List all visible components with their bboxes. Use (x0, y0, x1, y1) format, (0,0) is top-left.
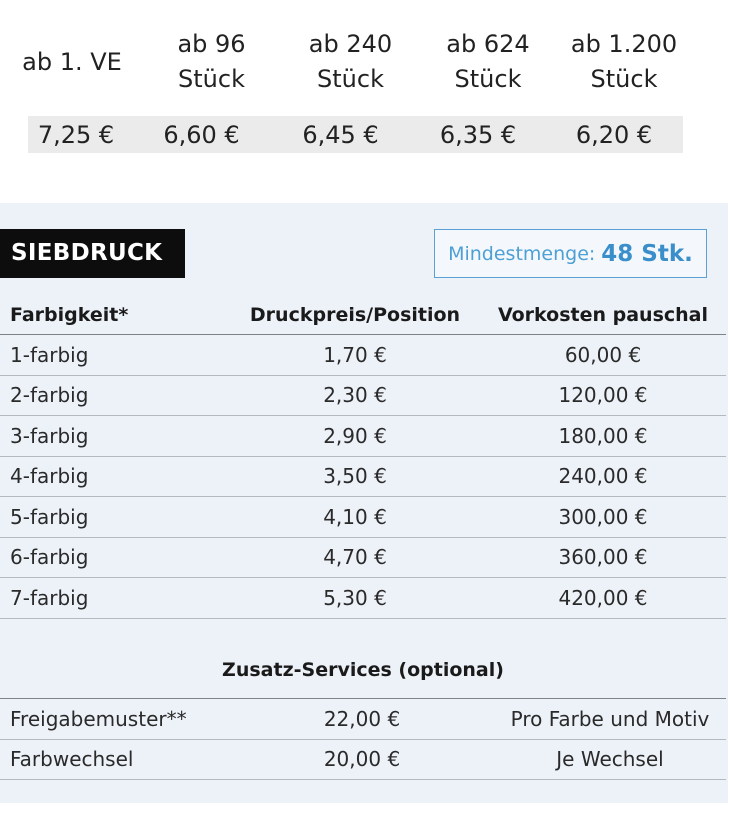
minimum-quantity-value: 48 Stk. (601, 240, 693, 267)
table-row (0, 699, 726, 740)
print-price-table (0, 295, 726, 619)
setup-cost: 420,00 € (558, 585, 648, 610)
quantity-header: ab 1.200 Stück (570, 30, 678, 93)
color-count: 6-farbig (10, 545, 89, 570)
print-price: 4,10 € (323, 504, 387, 529)
print-price: 2,90 € (323, 423, 387, 448)
setup-cost: 180,00 € (558, 423, 648, 448)
table-row (0, 578, 726, 619)
color-count: 5-farbig (10, 504, 89, 529)
addon-services-title: Zusatz-Services (optional) (222, 659, 504, 681)
table-row (0, 376, 726, 417)
print-price: 5,30 € (323, 585, 387, 610)
service-price: 22,00 € (323, 706, 401, 731)
print-price: 2,30 € (323, 383, 387, 408)
unit-price: 6,20 € (575, 120, 653, 149)
print-price: 3,50 € (323, 464, 387, 489)
column-header: Druckpreis/Position (249, 303, 461, 326)
color-count: 3-farbig (10, 423, 89, 448)
quantity-header: ab 1. VE (22, 47, 122, 76)
table-header-row (0, 295, 726, 335)
service-name: Farbwechsel (10, 747, 134, 772)
column-header: Farbigkeit* (10, 303, 129, 326)
column-header: Vorkosten pauschal (497, 303, 709, 326)
setup-cost: 240,00 € (558, 464, 648, 489)
table-row (0, 416, 726, 457)
print-price: 1,70 € (323, 342, 387, 367)
color-count: 1-farbig (10, 342, 89, 367)
siebdruck-title: SIEBDRUCK (0, 229, 185, 278)
quantity-header: ab 624 Stück (446, 30, 530, 93)
setup-cost: 120,00 € (558, 383, 648, 408)
table-row (0, 497, 726, 538)
service-price: 20,00 € (323, 747, 401, 772)
table-row (0, 740, 726, 781)
service-note: Je Wechsel (556, 747, 664, 772)
unit-price: 6,35 € (439, 120, 517, 149)
service-name: Freigabemuster** (10, 706, 187, 731)
quantity-header-row (10, 26, 695, 98)
unit-price: 6,60 € (163, 120, 240, 149)
color-count: 7-farbig (10, 585, 89, 610)
table-row (0, 538, 726, 579)
unit-price: 7,25 € (37, 120, 115, 149)
unit-price: 6,45 € (302, 120, 379, 149)
quantity-header: ab 240 Stück (308, 30, 393, 93)
table-row (0, 335, 726, 376)
addon-services-table (0, 698, 726, 780)
siebdruck-panel (0, 203, 728, 803)
setup-cost: 60,00 € (564, 342, 642, 367)
minimum-quantity-box (434, 229, 707, 278)
quantity-header: ab 96 Stück (177, 30, 246, 93)
color-count: 2-farbig (10, 383, 89, 408)
print-price: 4,70 € (323, 545, 387, 570)
color-count: 4-farbig (10, 464, 89, 489)
setup-cost: 360,00 € (558, 545, 648, 570)
minimum-quantity-label: Mindestmenge: (448, 242, 596, 265)
setup-cost: 300,00 € (558, 504, 648, 529)
quantity-price-table (10, 26, 695, 149)
quantity-price-row (28, 116, 683, 153)
service-note: Pro Farbe und Motiv (510, 706, 710, 731)
table-row (0, 457, 726, 498)
